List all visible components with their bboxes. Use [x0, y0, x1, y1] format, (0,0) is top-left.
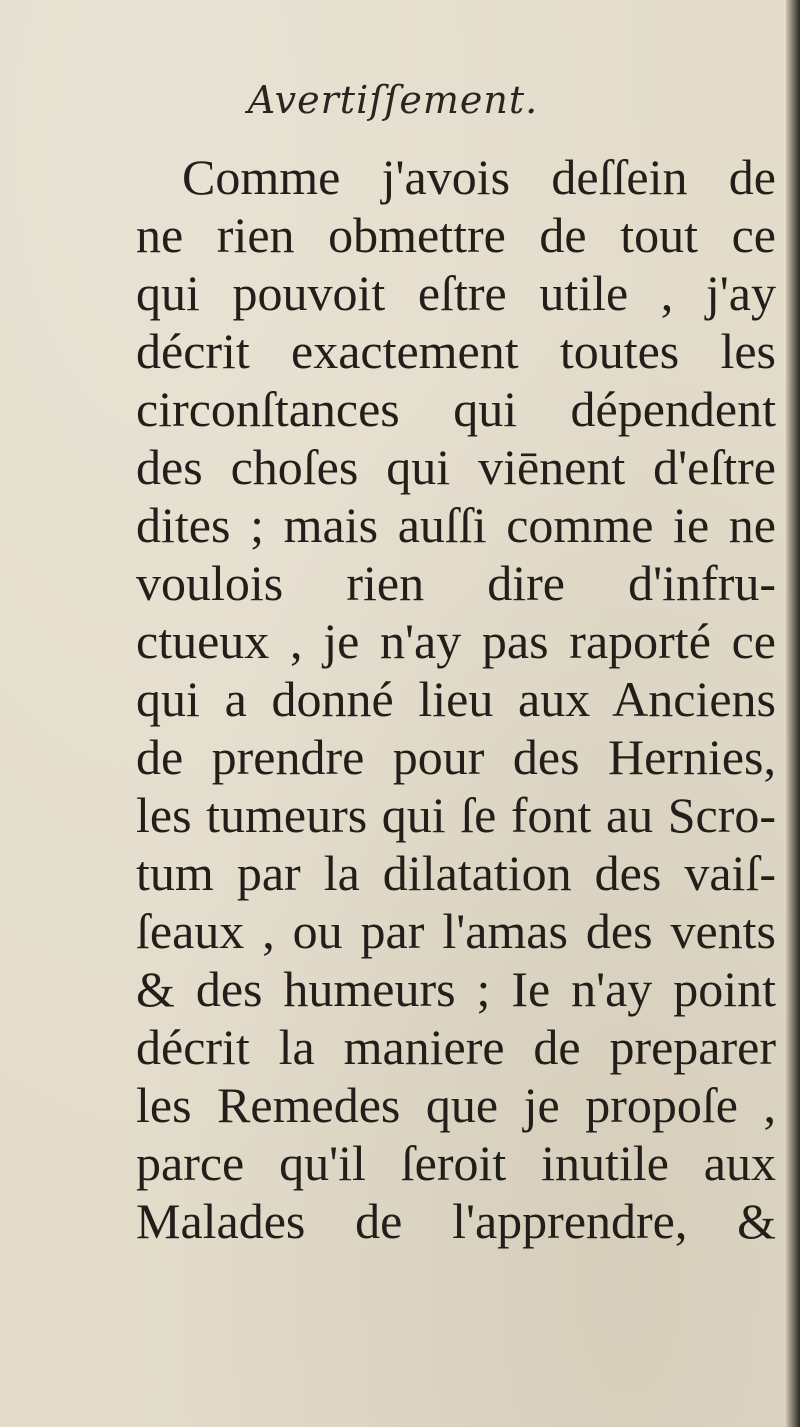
text-line: de prendre pour des Hernies, — [136, 729, 776, 785]
text-line: circonſtances qui dépendent — [136, 381, 776, 437]
text-line: des choſes qui viēnent d'eſtre — [136, 439, 776, 495]
text-line: décrit exactement toutes les — [136, 323, 776, 379]
text-line: dites ; mais auſſi comme ie ne — [136, 497, 776, 553]
text-line: ctueux , je n'ay pas raporté ce — [136, 613, 776, 669]
running-header: Avertiſſement. — [247, 78, 539, 122]
text-line: Comme j'avois deſſein de — [182, 149, 776, 205]
page-edge — [786, 0, 800, 1427]
body-text — [136, 148, 776, 1250]
text-line: les Remedes que je propoſe , — [136, 1077, 776, 1133]
text-line: qui pouvoit eſtre utile , j'ay — [136, 265, 776, 321]
text-line: parce qu'il ſeroit inutile aux — [136, 1135, 776, 1191]
text-line: les tumeurs qui ſe font au Scro- — [136, 787, 776, 843]
text-line: ne rien obmettre de tout ce — [136, 207, 776, 263]
text-line: tum par la dilatation des vaiſ- — [136, 845, 776, 901]
text-line: & des humeurs ; Ie n'ay point — [136, 961, 776, 1017]
text-line: voulois rien dire d'infru- — [136, 555, 776, 611]
text-line: Malades de l'apprendre, & — [136, 1193, 776, 1249]
text-line: décrit la maniere de preparer — [136, 1019, 776, 1075]
text-line: ſeaux , ou par l'amas des vents — [136, 903, 776, 959]
text-line: qui a donné lieu aux Anciens — [136, 671, 776, 727]
